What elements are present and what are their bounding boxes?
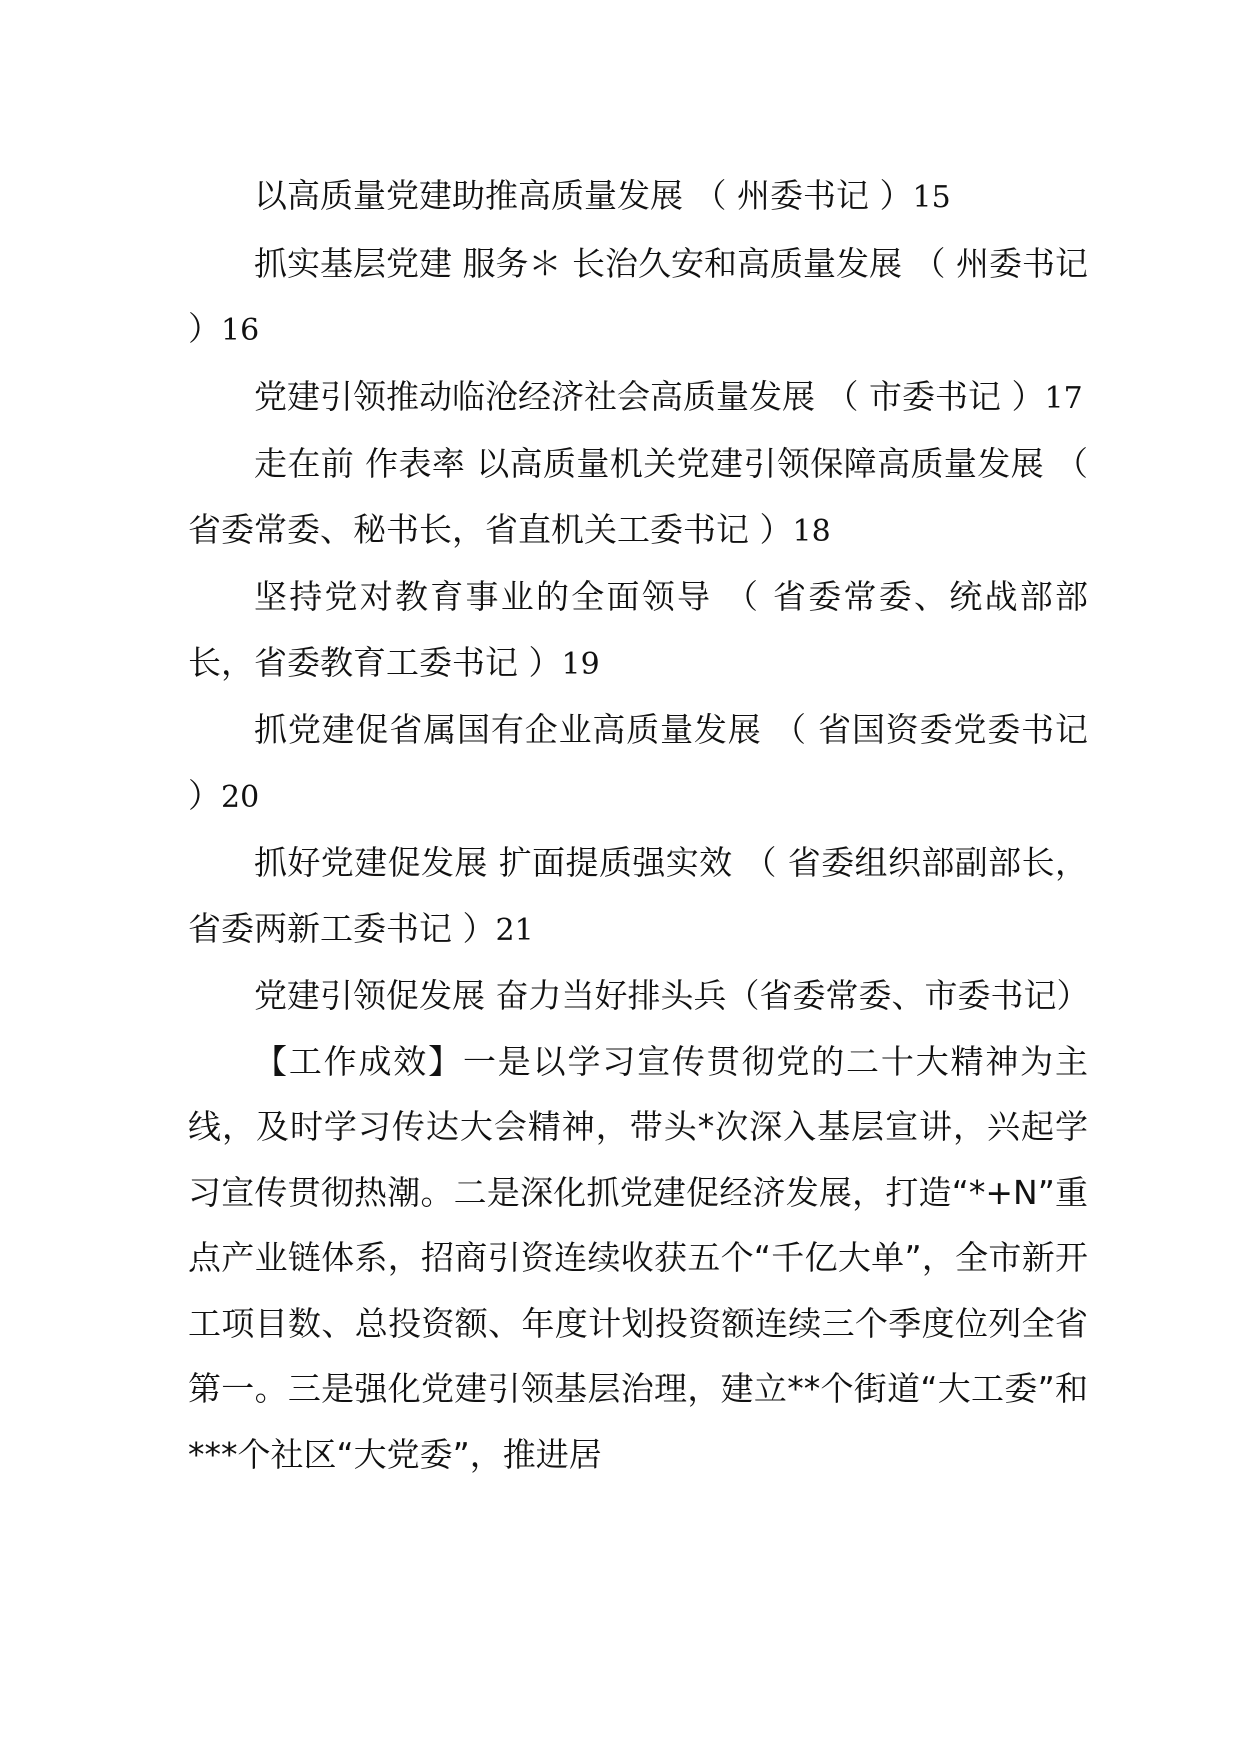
document-content: [188, 163, 1088, 1487]
toc-entry-page: 19: [561, 646, 600, 682]
toc-entry-page: 15: [912, 180, 951, 215]
toc-entry-page: 20: [221, 779, 260, 815]
toc-entry: [188, 564, 1088, 697]
toc-entry-title: 以高质量党建助推高质量发展 （ 州委书记 ）: [254, 176, 913, 215]
body-paragraph: [188, 1029, 1088, 1488]
toc-entry-title: 走在前 作表率 以高质量机关党建引领保障高质量发展 （ 省委常委、秘书长，省直机关工委书记 ）: [188, 444, 1088, 549]
toc-entry-page: 16: [221, 313, 260, 348]
body-text: 一是以学习宣传贯彻党的二十大精神为主线，及时学习传达大会精神，带头*次深入基层宣讲，兴起学习宣传贯彻热潮。二是深化抓党建促经济发展，打造“*+N”重点产业链体系，招商引资连续收获五个“千亿大单”，全市新开工项目数、总投资额、年度计划投资额连续三个季度位列全省第一。三是强化党建引领基层治理，建立**个街道“大工委”和***个社区“大党委”，推进居: [188, 1041, 1089, 1474]
toc-entry-page: 21: [495, 912, 534, 948]
toc-entry-title: 抓党建促省属国有企业高质量发展 （ 省国资委党委书记 ）: [188, 710, 1088, 815]
toc-entry-title: 抓实基层党建 服务＊ 长治久安和高质量发展 （ 州委书记 ）: [188, 243, 1088, 348]
toc-entry: [188, 231, 1088, 364]
toc-entry-title: 坚持党对教育事业的全面领导 （ 省委常委、统战部部长，省委教育工委书记 ）: [188, 577, 1088, 682]
section-heading: 党建引领促发展 奋力当好排头兵（省委常委、市委书记）: [254, 976, 1090, 1015]
toc-entry-page: 18: [792, 513, 831, 549]
toc-entry: [188, 364, 1088, 432]
toc-entry: [188, 830, 1088, 963]
toc-entry: [188, 431, 1088, 564]
toc-entry-title: 党建引领推动临沧经济社会高质量发展 （ 市委书记 ）: [254, 376, 1045, 416]
toc-entry-title: 抓好党建促发展 扩面提质强实效 （ 省委组织部副部长，省委两新工委书记 ）: [188, 843, 1088, 948]
toc-entry-page: 17: [1044, 380, 1083, 416]
toc-entry: [188, 163, 1088, 231]
body-label: 【工作成效】: [254, 1041, 463, 1081]
toc-entry: [188, 697, 1088, 830]
